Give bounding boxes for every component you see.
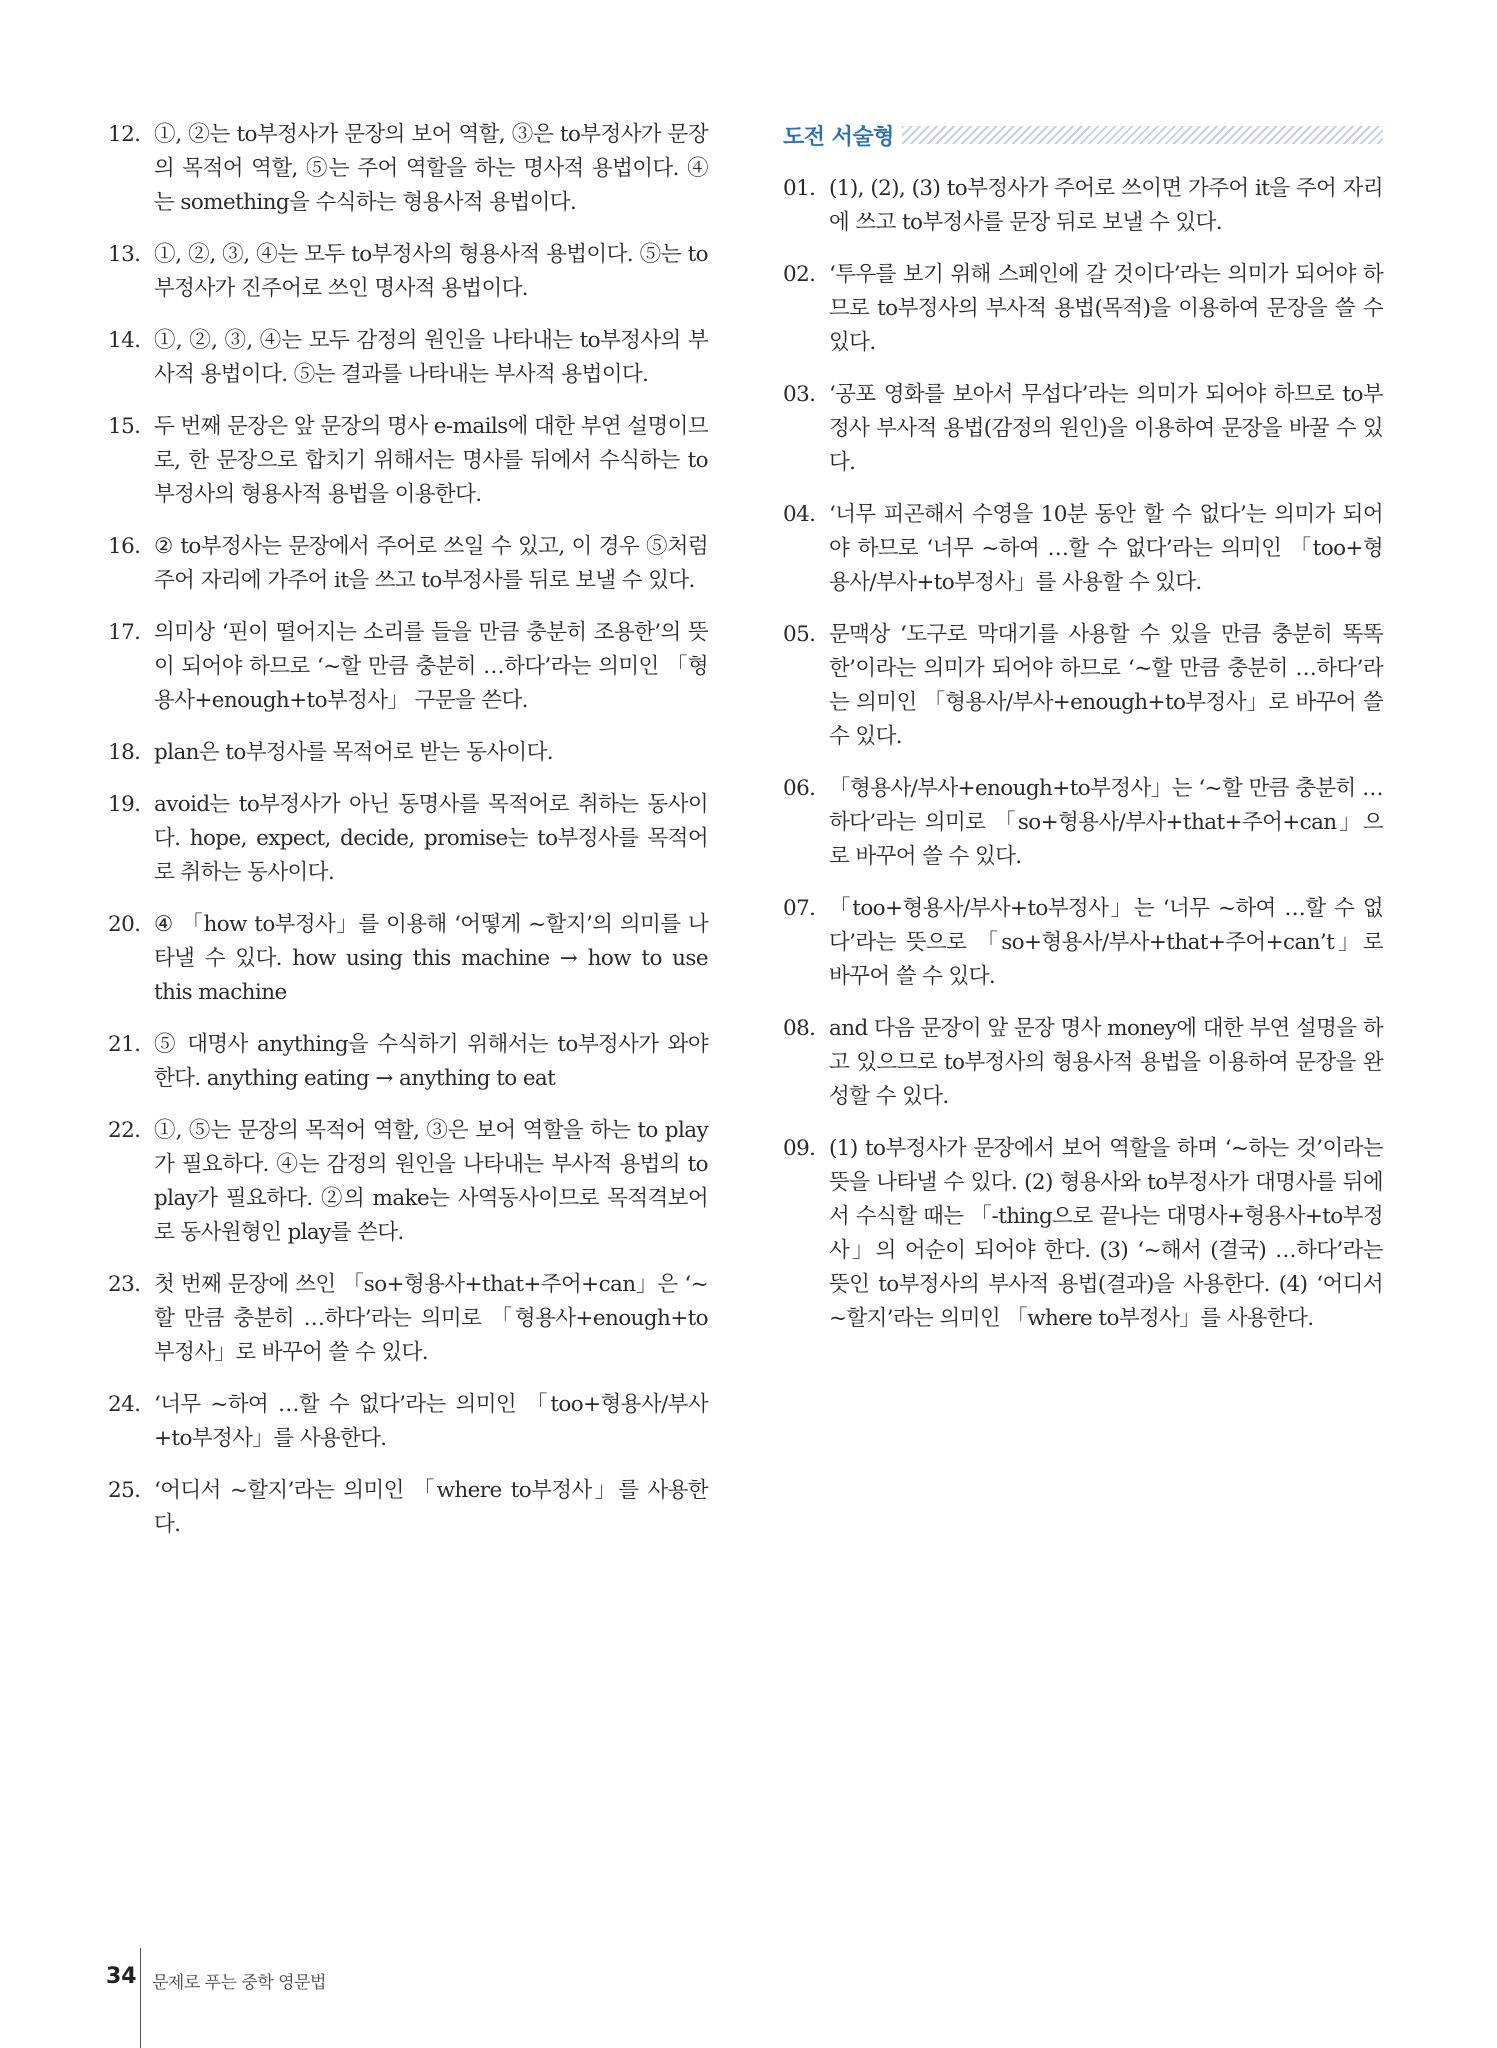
item-text: ①, ②는 to부정사가 문장의 보어 역할, ③은 to부정사가 문장의 목적어 역할, ⑤는 주어 역할을 하는 명사적 용법이다. ④는 something을 수식하는 형용사적 용법이다. bbox=[154, 122, 708, 215]
page-number: 34 bbox=[106, 1964, 137, 1989]
item-text: 문맥상 ‘도구로 막대기를 사용할 수 있을 만큼 충분히 똑똑한’이라는 의미가 되어야 하므로 ‘~할 만큼 충분히 …하다’라는 의미인 「형용사/부사+enough+to부정사」로 바꾸어 쓸 수 있다. bbox=[829, 622, 1383, 749]
item-number: 06. bbox=[783, 776, 816, 801]
item-text: 두 번째 문장은 앞 문장의 명사 e-mails에 대한 부연 설명이므로, 한 문장으로 합치기 위해서는 명사를 뒤에서 수식하는 to부정사의 형용사적 용법을 이용한다. bbox=[154, 414, 708, 507]
item-text: 첫 번째 문장에 쓰인 「so+형용사+that+주어+can」은 ‘~할 만큼 충분히 …하다’라는 의미로 「형용사+enough+to부정사」로 바꾸어 쓸 수 있다. bbox=[154, 1272, 708, 1365]
item-number: 01. bbox=[783, 176, 816, 201]
item-text: ‘너무 피곤해서 수영을 10분 동안 할 수 없다’는 의미가 되어야 하므로 ‘너무 ~하여 …할 수 없다’라는 의미인 「too+형용사/부사+to부정사」를 사용할 수 있다. bbox=[829, 502, 1383, 595]
item-number: 12. bbox=[108, 122, 141, 147]
right-column bbox=[783, 118, 1383, 1354]
item-number: 22. bbox=[108, 1118, 141, 1143]
answer-item bbox=[108, 238, 708, 306]
answer-item bbox=[783, 498, 1383, 600]
item-number: 03. bbox=[783, 382, 816, 407]
item-text: ② to부정사는 문장에서 주어로 쓰일 수 있고, 이 경우 ⑤처럼 주어 자리에 가주어 it을 쓰고 to부정사를 뒤로 보낼 수 있다. bbox=[154, 534, 708, 593]
item-number: 19. bbox=[108, 792, 141, 817]
item-number: 15. bbox=[108, 414, 141, 439]
item-number: 14. bbox=[108, 328, 141, 353]
item-text: ①, ②, ③, ④는 모두 감정의 원인을 나타내는 to부정사의 부사적 용법이다. ⑤는 결과를 나타내는 부사적 용법이다. bbox=[154, 328, 708, 387]
left-column bbox=[108, 118, 708, 1560]
item-text: and 다음 문장이 앞 문장 명사 money에 대한 부연 설명을 하고 있으므로 to부정사의 형용사적 용법을 이용하여 문장을 완성할 수 있다. bbox=[829, 1016, 1383, 1109]
hatch-decoration bbox=[902, 126, 1383, 144]
footer-divider bbox=[140, 1948, 141, 2048]
answer-item bbox=[108, 118, 708, 220]
item-number: 18. bbox=[108, 740, 141, 765]
answer-item bbox=[108, 530, 708, 598]
item-number: 02. bbox=[783, 262, 816, 287]
answer-item bbox=[783, 892, 1383, 994]
item-number: 16. bbox=[108, 534, 141, 559]
item-text: ④ 「how to부정사」를 이용해 ‘어떻게 ~할지’의 의미를 나타낼 수 있다. how using this machine → how to use this machine bbox=[154, 912, 708, 1005]
item-number: 21. bbox=[108, 1032, 141, 1057]
item-number: 04. bbox=[783, 502, 816, 527]
answer-item bbox=[108, 1388, 708, 1456]
item-number: 09. bbox=[783, 1136, 816, 1161]
answer-item bbox=[108, 1474, 708, 1542]
item-number: 24. bbox=[108, 1392, 141, 1417]
answer-item bbox=[108, 1028, 708, 1096]
item-text: plan은 to부정사를 목적어로 받는 동사이다. bbox=[154, 740, 553, 765]
item-text: ①, ⑤는 문장의 목적어 역할, ③은 보어 역할을 하는 to play가 필요하다. ④는 감정의 원인을 나타내는 부사적 용법의 to play가 필요하다. ②의 make는 사역동사이므로 목적격보어로 동사원형인 play를 쓴다. bbox=[154, 1118, 708, 1245]
answer-item bbox=[108, 410, 708, 512]
item-text: ‘투우를 보기 위해 스페인에 갈 것이다’라는 의미가 되어야 하므로 to부정사의 부사적 용법(목적)을 이용하여 문장을 쓸 수 있다. bbox=[829, 262, 1383, 355]
item-text: (1) to부정사가 문장에서 보어 역할을 하며 ‘~하는 것’이라는 뜻을 나타낼 수 있다. (2) 형용사와 to부정사가 대명사를 뒤에서 수식할 때는 「-thing으로 끝나는 대명사+형용사+to부정사」의 어순이 되어야 한다. (3) ‘~해서 (결국) …하다’라는 뜻인 to부정사의 부사적 용법(결과)을 사용한다. (4) ‘어디서 ~할지’라는 의미인 「where to부정사」를 사용한다. bbox=[829, 1136, 1383, 1331]
item-number: 17. bbox=[108, 620, 141, 645]
item-text: 의미상 ‘핀이 떨어지는 소리를 들을 만큼 충분히 조용한’의 뜻이 되어야 하므로 ‘~할 만큼 충분히 …하다’라는 의미인 「형용사+enough+to부정사」 구문을 쓴다. bbox=[154, 620, 708, 713]
item-number: 13. bbox=[108, 242, 141, 267]
page-footer bbox=[0, 1944, 500, 2048]
item-number: 05. bbox=[783, 622, 816, 647]
answer-item bbox=[783, 1132, 1383, 1336]
answer-item bbox=[108, 736, 708, 770]
answer-item bbox=[783, 772, 1383, 874]
answer-item bbox=[108, 324, 708, 392]
item-number: 23. bbox=[108, 1272, 141, 1297]
item-number: 07. bbox=[783, 896, 816, 921]
section-title: 도전 서술형 bbox=[783, 124, 894, 150]
item-text: ⑤ 대명사 anything을 수식하기 위해서는 to부정사가 와야 한다. anything eating → anything to eat bbox=[154, 1032, 708, 1091]
item-text: (1), (2), (3) to부정사가 주어로 쓰이면 가주어 it을 주어 자리에 쓰고 to부정사를 문장 뒤로 보낼 수 있다. bbox=[829, 176, 1383, 235]
answer-item bbox=[783, 258, 1383, 360]
answer-item bbox=[783, 618, 1383, 754]
answer-item bbox=[108, 788, 708, 890]
item-text: ①, ②, ③, ④는 모두 to부정사의 형용사적 용법이다. ⑤는 to부정사가 진주어로 쓰인 명사적 용법이다. bbox=[154, 242, 708, 301]
item-number: 08. bbox=[783, 1016, 816, 1041]
answer-item bbox=[108, 1114, 708, 1250]
section-header bbox=[783, 118, 1383, 152]
item-text: 「형용사/부사+enough+to부정사」는 ‘~할 만큼 충분히 …하다’라는 의미로 「so+형용사/부사+that+주어+can」으로 바꾸어 쓸 수 있다. bbox=[829, 776, 1383, 869]
item-text: ‘공포 영화를 보아서 무섭다’라는 의미가 되어야 하므로 to부정사 부사적 용법(감정의 원인)을 이용하여 문장을 바꿀 수 있다. bbox=[829, 382, 1383, 475]
item-text: ‘너무 ~하여 …할 수 없다’라는 의미인 「too+형용사/부사+to부정사」를 사용한다. bbox=[154, 1392, 708, 1451]
answer-item bbox=[108, 1268, 708, 1370]
answer-item bbox=[108, 908, 708, 1010]
item-number: 25. bbox=[108, 1478, 141, 1503]
item-number: 20. bbox=[108, 912, 141, 937]
answer-item bbox=[108, 616, 708, 718]
item-text: ‘어디서 ~할지’라는 의미인 「where to부정사」를 사용한다. bbox=[154, 1478, 708, 1537]
answer-item bbox=[783, 378, 1383, 480]
answer-item bbox=[783, 172, 1383, 240]
book-title: 문제로 푸는 중학 영문법 bbox=[152, 1973, 326, 1993]
answer-item bbox=[783, 1012, 1383, 1114]
item-text: 「too+형용사/부사+to부정사」는 ‘너무 ~하여 …할 수 없다’라는 뜻으로 「so+형용사/부사+that+주어+can’t」로 바꾸어 쓸 수 있다. bbox=[829, 896, 1383, 989]
item-text: avoid는 to부정사가 아닌 동명사를 목적어로 취하는 동사이다. hope, expect, decide, promise는 to부정사를 목적어로 취하는 동사이다. bbox=[154, 792, 708, 885]
